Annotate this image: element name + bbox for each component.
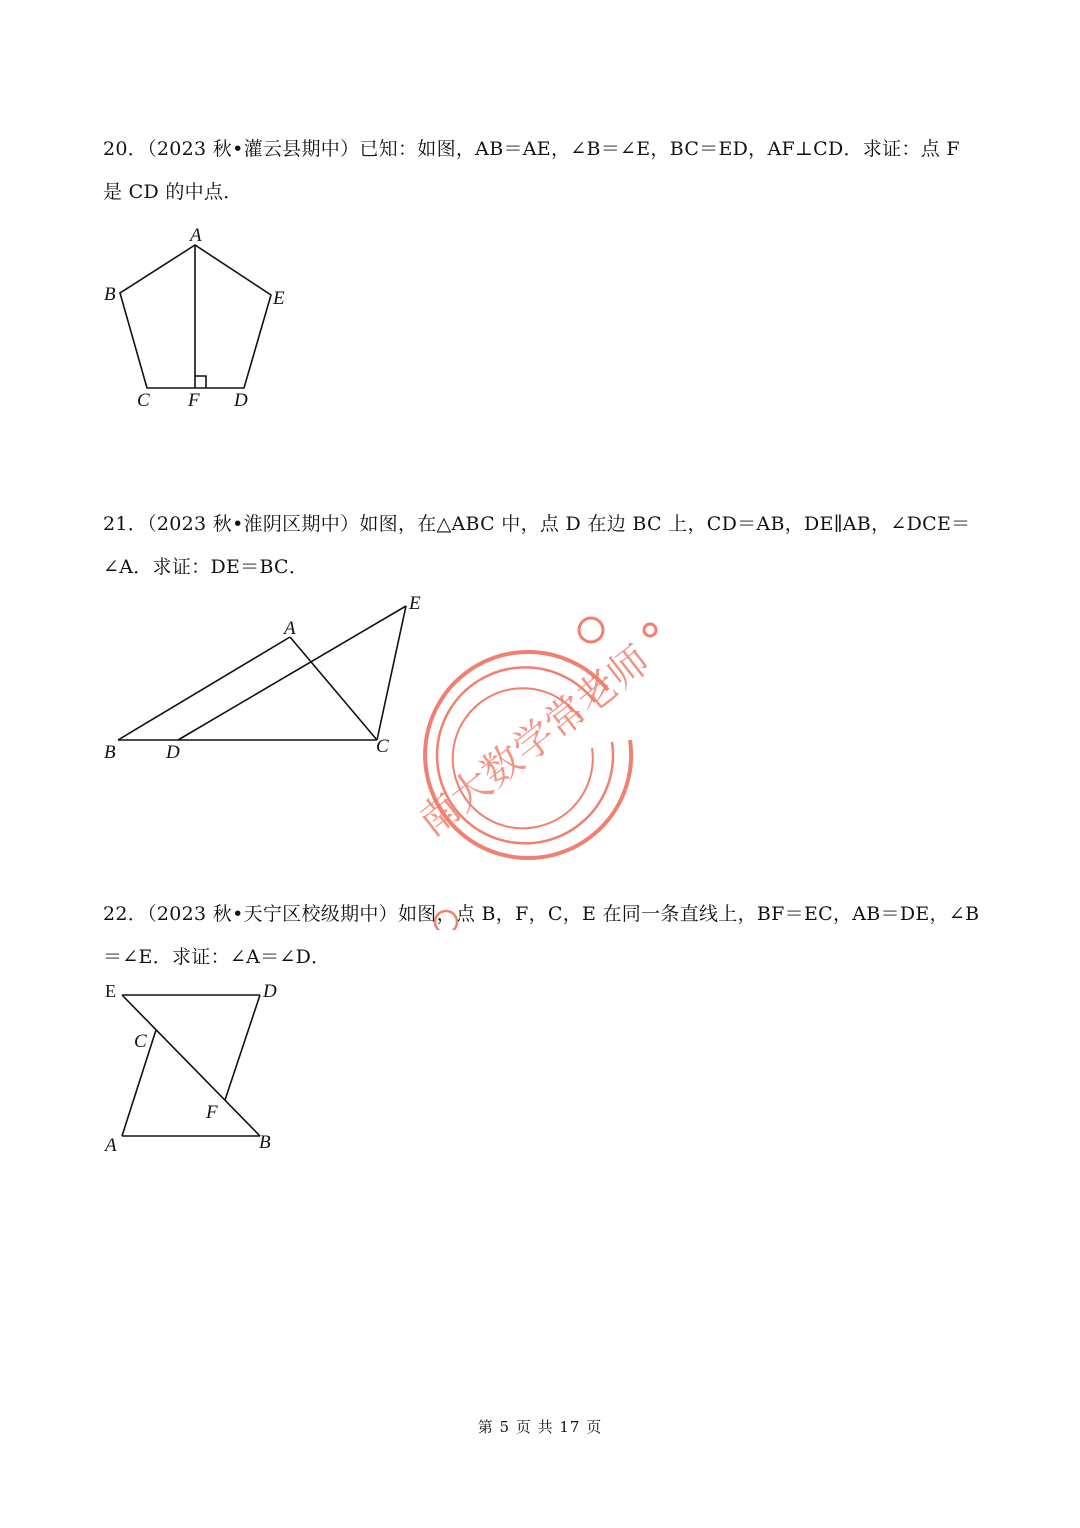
problem-20-figure <box>100 225 300 419</box>
label-b: B <box>104 742 116 763</box>
label-a: A <box>190 225 202 246</box>
label-c: C <box>376 736 389 757</box>
label-d: D <box>234 390 248 411</box>
problem-22-text: 22．（2023 秋•天宁区校级期中）如图，点 B，F，C，E 在同一条直线上，BF＝EC，AB＝DE，∠B＝∠E．求证：∠A＝∠D． <box>103 903 980 968</box>
segment-ec <box>377 606 406 740</box>
label-f: F <box>188 390 200 411</box>
problem-22-figure <box>100 980 290 1159</box>
label-a: A <box>284 618 296 639</box>
label-b: B <box>259 1132 271 1153</box>
triangle-diagram <box>100 590 440 765</box>
label-d: D <box>166 742 180 763</box>
segment-eb <box>122 995 260 1136</box>
page-footer: 第 5 页 共 17 页 <box>477 1418 603 1436</box>
label-c: C <box>137 390 150 411</box>
label-f: F <box>206 1102 218 1123</box>
watermark-stamp-graphic <box>420 610 680 930</box>
label-c: C <box>134 1031 147 1052</box>
label-e: E <box>409 593 421 614</box>
problem-21-figure <box>100 590 440 769</box>
watermark-stamp <box>420 610 680 930</box>
label-e: E <box>105 981 116 1001</box>
right-angle-mark <box>195 376 206 388</box>
problem-21-text: 21．（2023 秋•淮阴区期中）如图，在△ABC 中，点 D 在边 BC 上，CD＝AB，DE∥AB，∠DCE＝∠A．求证：DE＝BC． <box>103 513 971 578</box>
pentagon-diagram <box>100 225 300 415</box>
segment-ac <box>290 637 377 740</box>
watermark-text: 南大数学常老师 <box>420 637 659 846</box>
problem-20-text: 20．（2023 秋•灌云县期中）已知：如图，AB＝AE，∠B＝∠E，BC＝ED，AF⊥CD．求证：点 F 是 CD 的中点． <box>103 138 960 203</box>
label-e: E <box>273 288 285 309</box>
label-d: D <box>263 981 277 1002</box>
segment-df <box>225 995 260 1100</box>
label-a: A <box>105 1135 117 1156</box>
quadrilateral-diagram <box>100 980 290 1155</box>
label-b: B <box>104 284 116 305</box>
